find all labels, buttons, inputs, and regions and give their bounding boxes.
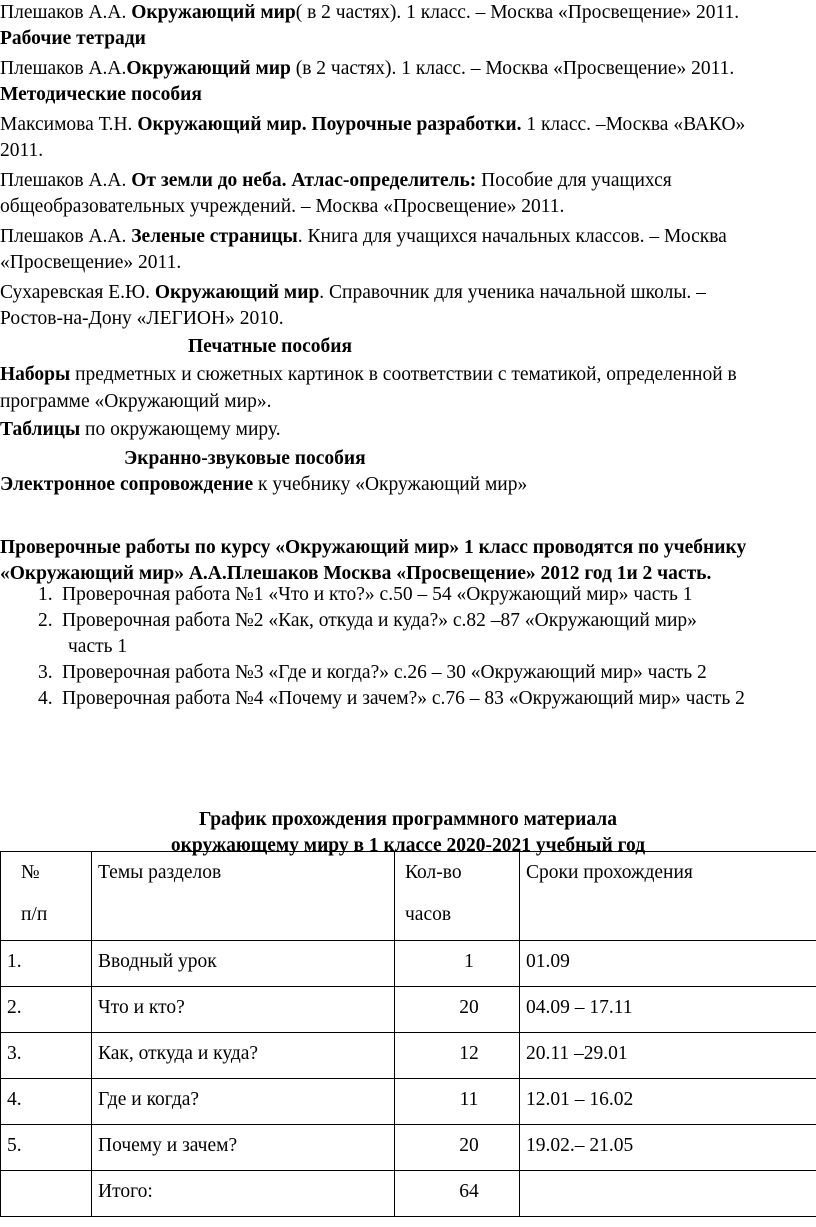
header-hours-line2: часов bbox=[405, 904, 452, 925]
bold-text: Таблицы bbox=[0, 419, 81, 440]
text-span: Пособие для учащихся bbox=[476, 170, 672, 191]
text-span: «Просвещение» 2011. bbox=[0, 252, 182, 273]
cell-num: 3. bbox=[1, 1033, 92, 1079]
cell-dates: 12.01 – 16.02 bbox=[520, 1079, 816, 1125]
table-row bbox=[1, 1033, 816, 1079]
cell-hours: 64 bbox=[395, 1171, 520, 1217]
test-item bbox=[38, 608, 697, 634]
cell-hours: 20 bbox=[395, 1125, 520, 1171]
text-span: Ростов-на-Дону «ЛЕГИОН» 2010. bbox=[0, 308, 284, 329]
cell-dates: 01.09 bbox=[520, 941, 816, 987]
table-row bbox=[1, 941, 816, 987]
bold-text: «Окружающий мир» А.А.Плешаков Москва «Просвещение» 2012 год 1и 2 часть. bbox=[0, 563, 712, 584]
cell-topic: Почему и зачем? bbox=[92, 1125, 395, 1171]
text-span: Плешаков А.А. bbox=[0, 226, 132, 247]
bold-text: Окружающий мир bbox=[126, 58, 291, 79]
cell-topic: Что и кто? bbox=[92, 987, 395, 1033]
bold-text: Методические пособия bbox=[0, 84, 202, 105]
test-text: Проверочная работа №2 «Как, откуда и куда?» с.82 –87 «Окружающий мир» bbox=[62, 610, 697, 631]
header-dates: Сроки прохождения bbox=[520, 852, 816, 941]
text-line bbox=[0, 535, 746, 561]
test-item bbox=[38, 660, 707, 686]
schedule-title-line2: окружающему миру в 1 классе 2020-2021 учебный год bbox=[170, 835, 646, 856]
text-span: . Справочник для ученика начальной школы. – bbox=[319, 282, 706, 303]
text-span: . Книга для учащихся начальных классов. – Москва bbox=[297, 226, 727, 247]
cell-hours: 20 bbox=[395, 987, 520, 1033]
text-span: ( в 2 частях). 1 класс. – Москва «Просвещение» 2011. bbox=[295, 2, 740, 23]
schedule-title-line1: График прохождения программного материала bbox=[199, 809, 617, 830]
text-span: по окружающему миру. bbox=[80, 419, 281, 440]
test-number: 2. bbox=[38, 610, 53, 631]
text-line bbox=[0, 0, 739, 26]
test-text: Проверочная работа №3 «Где и когда?» с.26 – 30 «Окружающий мир» часть 2 bbox=[62, 662, 707, 683]
text-line bbox=[0, 472, 527, 498]
cell-num: 5. bbox=[1, 1125, 92, 1171]
table-row bbox=[1, 1171, 816, 1217]
text-span: Плешаков А.А. bbox=[0, 2, 132, 23]
text-line bbox=[0, 362, 737, 388]
text-line bbox=[0, 112, 745, 138]
text-span: к учебнику «Окружающий мир» bbox=[253, 474, 528, 495]
cell-topic: Как, откуда и куда? bbox=[92, 1033, 395, 1079]
cell-dates bbox=[520, 1171, 816, 1217]
cell-num: 4. bbox=[1, 1079, 92, 1125]
header-hours bbox=[395, 852, 520, 941]
bold-text: Окружающий мир. Поурочные разработки. bbox=[137, 114, 522, 135]
schedule-table bbox=[0, 851, 816, 1217]
text-line bbox=[0, 82, 202, 108]
bold-text: Окружающий мир bbox=[154, 282, 320, 303]
text-span: 1 класс. –Москва «ВАКО» bbox=[521, 114, 746, 135]
test-number: 4. bbox=[38, 688, 53, 709]
bold-text: Рабочие тетради bbox=[0, 28, 146, 49]
bold-text: Наборы bbox=[0, 364, 71, 385]
cell-dates: 19.02.– 21.05 bbox=[520, 1125, 816, 1171]
cell-num: 2. bbox=[1, 987, 92, 1033]
cell-dates: 20.11 –29.01 bbox=[520, 1033, 816, 1079]
cell-num bbox=[1, 1171, 92, 1217]
bold-text: Окружающий мир bbox=[131, 2, 296, 23]
bold-text: От земли до неба. Атлас-определитель: bbox=[131, 170, 477, 191]
test-number: 3. bbox=[38, 662, 53, 683]
text-line bbox=[0, 417, 281, 443]
header-topic: Темы разделов bbox=[92, 852, 395, 941]
text-line bbox=[0, 194, 564, 220]
text-span: общеобразовательных учреждений. – Москва «Просвещение» 2011. bbox=[0, 196, 565, 217]
text-span: 2011. bbox=[0, 140, 44, 161]
header-num-line1: № bbox=[21, 862, 40, 883]
bold-text: Зеленые страницы bbox=[131, 226, 298, 247]
text-line bbox=[0, 389, 271, 415]
text-line bbox=[0, 224, 727, 250]
table-header-row bbox=[1, 852, 816, 941]
test-text-continuation: часть 1 bbox=[68, 636, 128, 657]
bold-text: Печатные пособия bbox=[188, 336, 353, 357]
table-row bbox=[1, 1125, 816, 1171]
cell-hours: 1 bbox=[395, 941, 520, 987]
cell-hours: 12 bbox=[395, 1033, 520, 1079]
text-span: программе «Окружающий мир». bbox=[0, 391, 272, 412]
test-item bbox=[38, 686, 745, 712]
test-text: Проверочная работа №4 «Почему и зачем?» с.76 – 83 «Окружающий мир» часть 2 bbox=[62, 688, 745, 709]
text-line bbox=[0, 280, 706, 306]
text-line bbox=[188, 334, 352, 360]
text-span: предметных и сюжетных картинок в соответствии с тематикой, определенной в bbox=[70, 364, 737, 385]
text-line bbox=[124, 446, 366, 472]
cell-hours: 11 bbox=[395, 1079, 520, 1125]
text-span: Сухаревская Е.Ю. bbox=[0, 282, 155, 303]
text-span: Плешаков А.А. bbox=[0, 58, 127, 79]
bold-text: Электронное сопровождение bbox=[0, 474, 254, 495]
cell-num: 1. bbox=[1, 941, 92, 987]
cell-topic: Вводный урок bbox=[92, 941, 395, 987]
text-line bbox=[0, 26, 146, 52]
text-line bbox=[0, 306, 284, 332]
test-text: Проверочная работа №1 «Что и кто?» с.50 – 54 «Окружающий мир» часть 1 bbox=[62, 584, 693, 605]
text-span: (в 2 частях). 1 класс. – Москва «Просвещение» 2011. bbox=[290, 58, 735, 79]
bold-text: Проверочные работы по курсу «Окружающий мир» 1 класс проводятся по учебнику bbox=[0, 537, 747, 558]
text-line bbox=[0, 168, 672, 194]
cell-topic: Где и когда? bbox=[92, 1079, 395, 1125]
text-span: Плешаков А.А. bbox=[0, 170, 132, 191]
table-row bbox=[1, 987, 816, 1033]
text-line bbox=[0, 56, 734, 82]
text-line bbox=[0, 138, 43, 164]
cell-dates: 04.09 – 17.11 bbox=[520, 987, 816, 1033]
text-span: Максимова Т.Н. bbox=[0, 114, 138, 135]
test-number: 1. bbox=[38, 584, 53, 605]
header-num bbox=[1, 852, 92, 941]
text-line bbox=[0, 250, 181, 276]
header-num-line2: п/п bbox=[21, 904, 48, 925]
table-row bbox=[1, 1079, 816, 1125]
header-hours-line1: Кол-во bbox=[405, 862, 462, 883]
bold-text: Экранно-звуковые пособия bbox=[124, 448, 366, 469]
test-item bbox=[38, 582, 693, 608]
cell-topic: Итого: bbox=[92, 1171, 395, 1217]
